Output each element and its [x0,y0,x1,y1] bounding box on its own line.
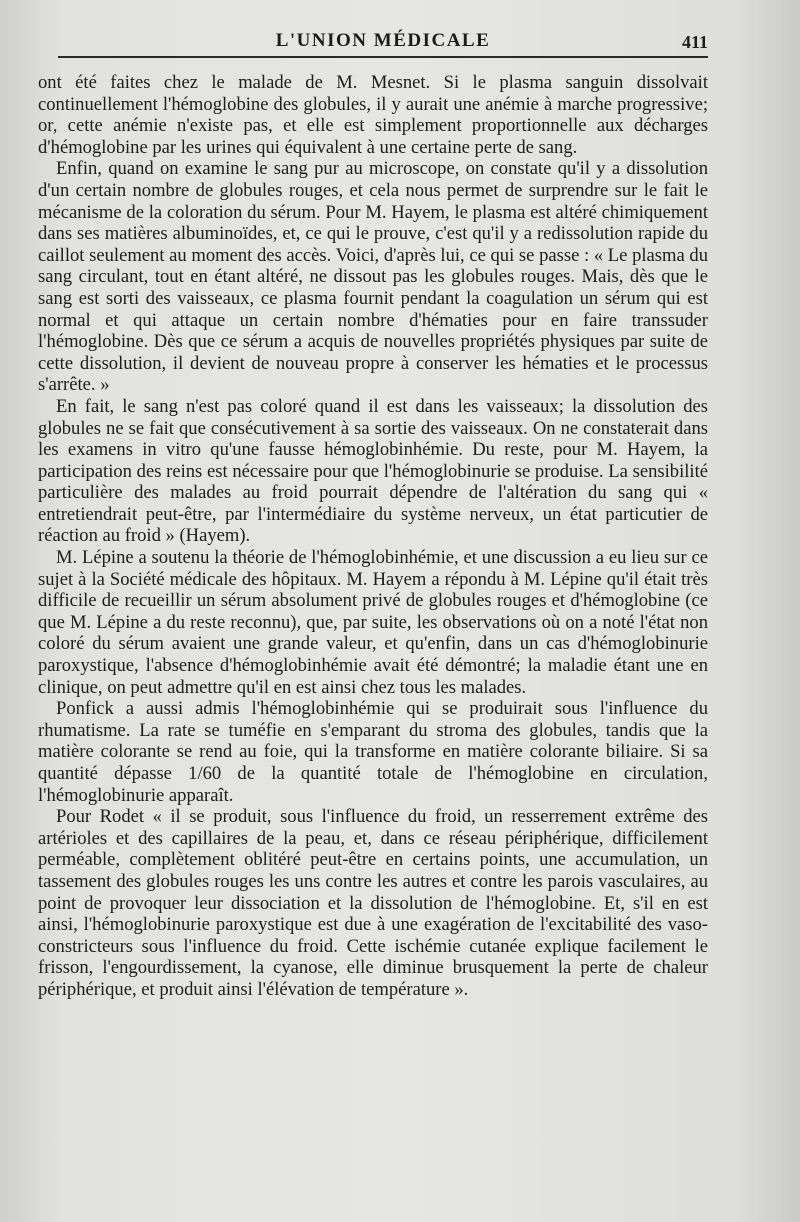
paragraph: En fait, le sang n'est pas coloré quand il est dans les vaisseaux; la dissolution des globules ne se fait que consécutivement à sa sortie des vaisseaux. On ne constaterait dans les examens in vitro qu'une fausse hémoglobinhémie. Du reste, pour M. Hayem, la participation des reins est nécessaire pour que l'hémoglobinurie se produise. La sensibilité particulière des malades au froid pourrait dépendre de l'altération du sang qui « entretiendrait peut-être, par l'intermédiaire du système nerveux, un état particutier de réaction au froid » (Hayem). [38,395,708,547]
paragraph: Pour Rodet « il se produit, sous l'influence du froid, un resserrement extrême des artérioles et des capillaires de la peau, et, dans ce réseau périphérique, difficilement perméable, complètement oblitéré peut-être en certains points, une accumulation, un tassement des globules rouges les uns contre les autres et contre les parois vasculaires, au point de provoquer leur dissociation et la dissolution de l'hémoglobine. Et, s'il en est ainsi, l'hémoglobinurie paroxystique est due à une exagération de l'excitabilité des vaso-constricteurs sous l'influence du froid. Cette ischémie cutanée explique facilement le frisson, l'engourdissement, la cyanose, elle diminue brusquement la perte de chaleur périphérique, et produit ainsi l'élévation de température ». [38,806,708,1000]
paragraph: M. Lépine a soutenu la théorie de l'hémoglobinhémie, et une discussion a eu lieu sur ce sujet à la Société médicale des hôpitaux. M. Hayem a répondu à M. Lépine qu'il était très difficile de recueillir un sérum absolument privé de globules rouges et d'hémoglobine (ce que M. Lépine a du reste reconnu), que, par suite, les observations où on a noté l'état non coloré du sérum avaient une grande valeur, et qu'enfin, dans un cas d'hémoglobinurie paroxystique, l'absence d'hémoglobinhémie avait été démontré; la maladie étant une en clinique, on peut admettre qu'il en est ainsi chez tous les malades. [38,547,708,698]
paragraph: ont été faites chez le malade de M. Mesnet. Si le plasma sanguin dissolvait continuellement l'hémoglobine des globules, il y aurait une anémie à marche progressive; or, cette anémie n'existe pas, et elle est simplement proportionnelle aux décharges d'hémoglobine par les urines qui équivalent à une certaine perte de sang. [38,72,708,158]
paragraph: Ponfick a aussi admis l'hémoglobinhémie qui se produirait sous l'influence du rhumatisme. La rate se tuméfie en s'emparant du stroma des globules, tandis que la matière colorante se rend au foie, qui la transforme en matière colorante biliaire. Si sa quantité dépasse 1/60 de la quantité totale de l'hémoglobine en circulation, l'hémoglobinurie apparaît. [38,698,708,806]
page-number: 411 [681,32,708,52]
running-title: L'UNION MÉDICALE [275,30,491,51]
page-header [58,30,708,58]
article-body [38,72,708,1001]
paragraph: Enfin, quand on examine le sang pur au microscope, on constate qu'il y a dissolution d'un certain nombre de globules rouges, et cela nous permet de surprendre sur le fait le mécanisme de la coloration du sérum. Pour M. Hayem, le plasma est altéré chimiquement dans ses matières albuminoïdes, et, ce qui le prouve, c'est qu'il y a redissolution rapide du caillot seulement au moment des accès. Voici, d'après lui, ce qui se passe : « Le plasma du sang circulant, tout en étant altéré, ne dissout pas les globules rouges. Mais, dès que le sang est sorti des vaisseaux, ce plasma fournit pendant la coagulation un sérum qui est normal et qui attaque un certain nombre d'hématies pour en faire transsuder l'hémoglobine. Dès que ce sérum a acquis de nouvelles propriétés physiques par suite de cette dissolution, il devient de nouveau propre à conserver les hématies et le processus s'arrête. » [38,158,708,396]
